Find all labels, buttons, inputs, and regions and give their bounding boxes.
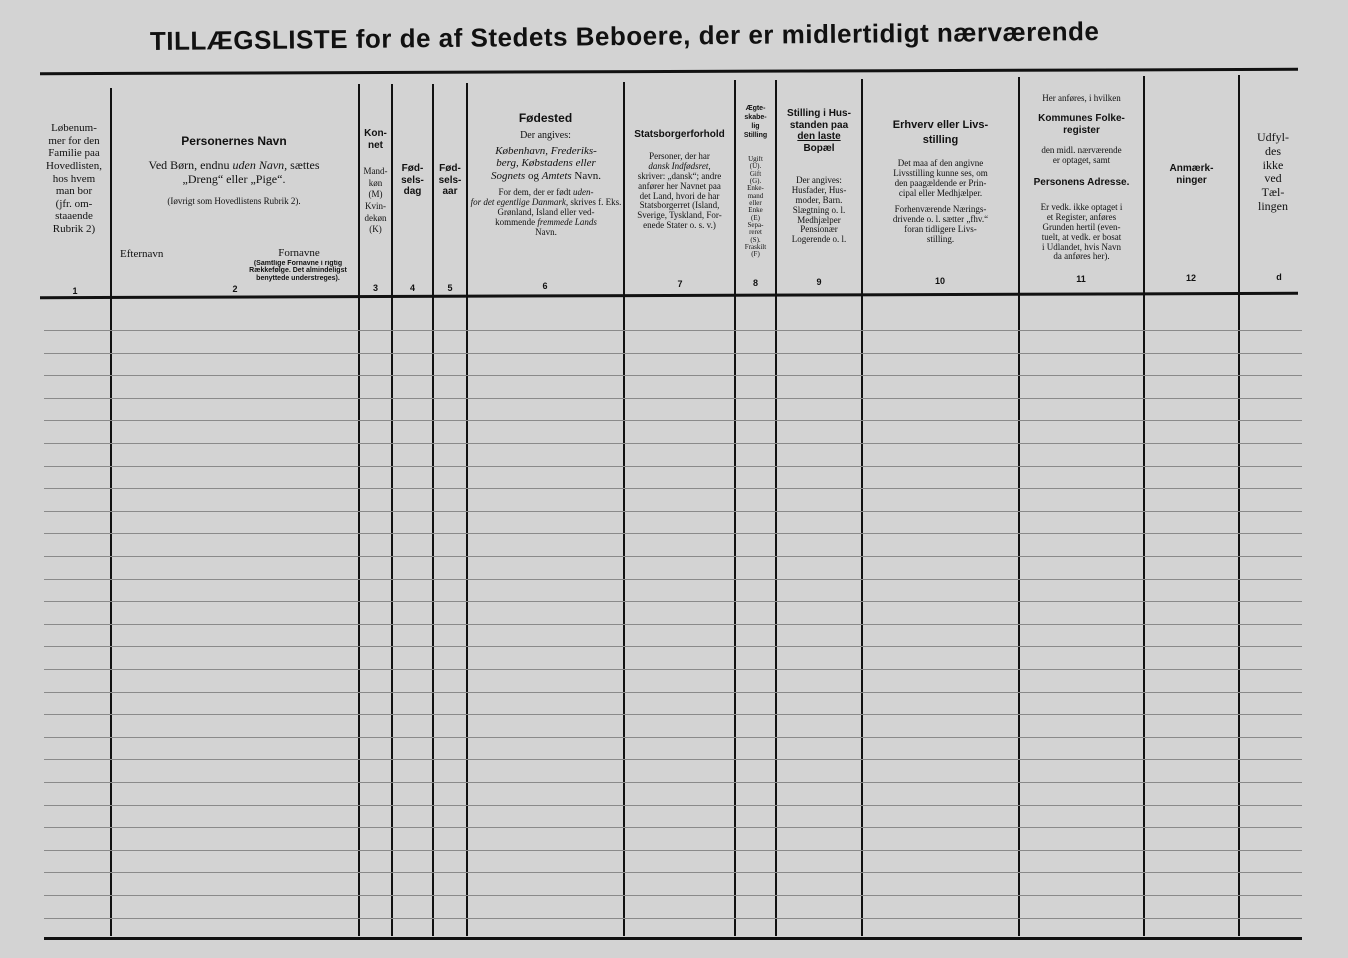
col9-heading (777, 108, 861, 154)
entry-rule (44, 850, 1302, 851)
col5-heading: Fød- sels- aar (438, 163, 462, 197)
col6-sub: Der angives: (520, 130, 571, 141)
entry-rule (44, 624, 1302, 625)
col6-p2-italic2: fremmede Lands (537, 216, 597, 227)
col-sep-1 (110, 88, 112, 936)
col11-top: Her anføres, i hvilken (1042, 94, 1121, 103)
col2-fornavne-note: (Samtlige Fornavne i rigtig Rækkefølge. Det almindeligst benyttede understreges). (249, 260, 347, 282)
entry-rule (44, 669, 1302, 670)
col3-text: Mand- køn (M) Kvin- dekøn (K) (363, 166, 388, 235)
col-sep-3 (391, 84, 393, 936)
cold-header: Udfyl- des ikke ved Tæl- lingen (1257, 131, 1289, 213)
entry-rule (44, 692, 1302, 693)
entry-rule (44, 420, 1302, 421)
col9-number: 9 (816, 277, 822, 287)
entry-rule (44, 714, 1302, 715)
col12-number: 12 (1185, 273, 1196, 283)
col10-text1: Det maa af den angivne Livsstilling kunne ses, om den paagældende er Prin- cipal eller Medhjælper. (893, 159, 988, 198)
entry-rule (44, 827, 1302, 828)
col9-text: Der angives: Husfader, Hus- moder, Barn. Slægtning o. l. Medhjælper Pensionær Logerende o. l. (791, 176, 847, 245)
col6-body (469, 145, 623, 182)
form-title: TILLÆGSLISTE for de af Stedets Beboere, der er midlertidigt nærværende (149, 16, 1100, 56)
col6-heading: Fødested (518, 112, 573, 125)
col6-og: og (527, 169, 539, 182)
entry-rule (44, 375, 1302, 376)
entry-rule (44, 488, 1302, 489)
col2-efternavn: Efternavn (120, 248, 164, 260)
col7-number: 7 (677, 279, 683, 289)
col2-line1-end: sættes (290, 159, 320, 172)
entry-rule (44, 918, 1302, 919)
col6-italic2: Amtets (541, 169, 572, 182)
col2-line1-italic: uden Navn, (232, 159, 288, 172)
col7-heading: Statsborgerforhold (634, 129, 725, 140)
col7-body (625, 152, 734, 231)
col1-number: 1 (72, 286, 78, 296)
col6-p2: For dem, der er født (498, 188, 571, 197)
col2-note: (Iøvrigt som Hovedlistens Rubrik 2). (167, 197, 301, 206)
entry-rule (44, 443, 1302, 444)
col10-heading: Erhverv eller Livs- stilling (892, 119, 989, 147)
col6-p2b: skrives f. Eks. Grønland, Island eller ved- kommende (495, 196, 622, 227)
entry-rule (44, 466, 1302, 467)
entry-rule (44, 737, 1302, 738)
col2-heading: Personernes Navn (181, 135, 287, 148)
col7-text1: Personer, der har (649, 152, 710, 161)
col6-p2-italic: uden- for det egentlige Danmark, (470, 188, 594, 207)
entry-rule (44, 533, 1302, 534)
entry-rule (44, 398, 1302, 399)
col12-heading: Anmærk- ninger (1169, 163, 1214, 186)
col3-number: 3 (372, 283, 378, 293)
entry-rule (44, 579, 1302, 580)
entry-rule (44, 601, 1302, 602)
col7-text2: skriver: „dansk“; andre anfører her Navnet paa det Land, hvori de har Statsborgerret (Island, Sverige, Tyskland, For- enede Stater o. s. v.) (637, 170, 722, 231)
col6-p2c: Navn. (535, 226, 557, 237)
col11-sub: den midl. nærværende er optaget, samt (1041, 146, 1122, 165)
col6-italic1: København, Frederiks- berg, Købstadens eller Sognets (490, 145, 597, 182)
entry-rule (44, 872, 1302, 873)
entry-rule (44, 646, 1302, 647)
entry-rule (44, 511, 1302, 512)
col11-number: 11 (1076, 274, 1086, 284)
col3-heading: Kon- net (364, 128, 387, 151)
col2-line1: Ved Børn, endnu (148, 159, 230, 172)
col2-fornavne: Fornavne (278, 247, 320, 259)
col9-heading1: Stilling i Hus- standen paa (787, 108, 851, 131)
entry-rule (44, 353, 1302, 354)
entry-rule (44, 782, 1302, 783)
col10-number: 10 (934, 276, 945, 286)
entry-rule (44, 556, 1302, 557)
col8-heading: Ægte- skabe- lig Stilling (743, 105, 768, 140)
col8-number: 8 (752, 278, 758, 288)
col10-text2: Forhenværende Nærings- drivende o. l. sætter „fhv.“ foran tidligere Livs- stilling. (892, 205, 989, 244)
col11-heading2: Personens Adresse. (1033, 177, 1130, 188)
col7-italic: dansk Indfødsret, (648, 160, 711, 171)
col9-heading-ul: den laste (797, 131, 841, 142)
col1-header: Løbenum- mer for den Familie paa Hovedlisten, hos hvem man bor (jfr. om- staaende Rubrik 2) (46, 122, 102, 236)
col6-navn: Navn. (574, 169, 601, 182)
col-sep-5 (466, 83, 468, 936)
col-sep-4 (432, 84, 434, 936)
col6-body2 (469, 188, 623, 237)
col4-number: 4 (409, 283, 415, 293)
entry-rule (44, 330, 1302, 331)
col9-heading2: Bopæl (803, 142, 835, 154)
col4-heading: Fød- sels- dag (401, 163, 424, 197)
col8-text: Ugift (U). Gift (G). Enke- mand eller Enke (E) Sepa- reret (S). Fraskilt (F) (744, 156, 767, 259)
bottom-rule (44, 937, 1302, 940)
col11-text: Er vedk. ikke optaget i et Register, anføres Grunden hertil (even- tuelt, at vedk. er bosat i Udlandet, hvis Navn da anføres her). (1040, 203, 1123, 262)
cold-number: d (1276, 272, 1282, 282)
entry-rule (44, 805, 1302, 806)
col6-number: 6 (542, 281, 548, 291)
col2-line2: „Dreng“ eller „Pige“. (182, 171, 286, 186)
col-sep-11 (1143, 76, 1145, 936)
col5-number: 5 (447, 283, 453, 293)
entry-rule (44, 895, 1302, 896)
col2-text (112, 159, 356, 187)
top-rule (40, 68, 1298, 75)
col11-heading: Kommunes Folke- register (1038, 113, 1125, 136)
col2-number: 2 (232, 284, 238, 294)
entry-rule (44, 759, 1302, 760)
